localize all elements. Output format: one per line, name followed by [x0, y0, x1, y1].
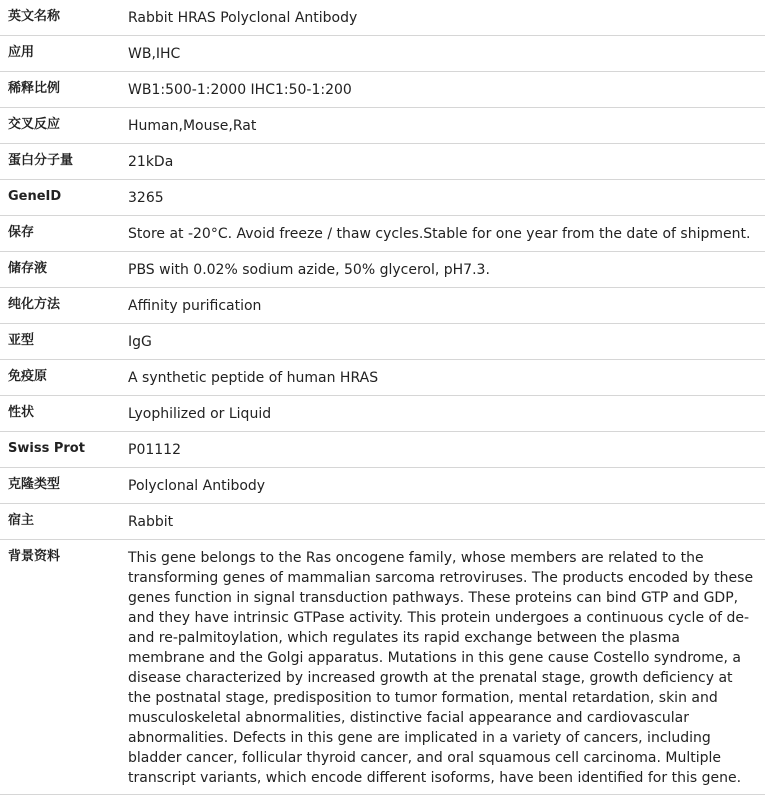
row-label: GeneID [0, 180, 120, 216]
table-row [0, 108, 765, 144]
table-row [0, 396, 765, 432]
row-value: WB1:500-1:2000 IHC1:50-1:200 [120, 72, 765, 108]
table-row [0, 360, 765, 396]
row-label: 性状 [0, 396, 120, 432]
row-value: A synthetic peptide of human HRAS [120, 360, 765, 396]
row-value: 21kDa [120, 144, 765, 180]
table-row [0, 72, 765, 108]
table-row [0, 180, 765, 216]
table-row [0, 324, 765, 360]
row-value: P01112 [120, 432, 765, 468]
row-label: 交叉反应 [0, 108, 120, 144]
row-label: 背景资料 [0, 540, 120, 795]
row-label: 亚型 [0, 324, 120, 360]
row-value: Rabbit HRAS Polyclonal Antibody [120, 0, 765, 36]
row-value: Rabbit [120, 504, 765, 540]
row-label: 储存液 [0, 252, 120, 288]
row-value: PBS with 0.02% sodium azide, 50% glycerol, pH7.3. [120, 252, 765, 288]
table-row [0, 540, 765, 795]
row-label: Swiss Prot [0, 432, 120, 468]
row-label: 保存 [0, 216, 120, 252]
row-value: Polyclonal Antibody [120, 468, 765, 504]
row-label: 纯化方法 [0, 288, 120, 324]
table-row [0, 504, 765, 540]
row-value: IgG [120, 324, 765, 360]
row-label: 稀释比例 [0, 72, 120, 108]
row-label: 免疫原 [0, 360, 120, 396]
background-description: This gene belongs to the Ras oncogene family, whose members are related to the transforming genes of mammalian sarcoma retroviruses. The products encoded by these genes function in signal transduction pathways. These proteins can bind GTP and GDP, and they have intrinsic GTPase activity. This protein undergoes a continuous cycle of de- and re-palmitoylation, which regulates its rapid exchange between the plasma membrane and the Golgi apparatus. Mutations in this gene cause Costello syndrome, a disease characterized by increased growth at the prenatal stage, growth deficiency at the postnatal stage, predisposition to tumor formation, mental retardation, skin and musculoskeletal abnormalities, distinctive facial appearance and cardiovascular abnormalities. Defects in this gene are implicated in a variety of cancers, including bladder cancer, follicular thyroid cancer, and oral squamous cell carcinoma. Multiple transcript variants, which encode different isoforms, have been identified for this gene. [120, 540, 765, 795]
row-label: 应用 [0, 36, 120, 72]
row-value: Store at -20°C. Avoid freeze / thaw cycles.Stable for one year from the date of shipment. [120, 216, 765, 252]
table-row [0, 252, 765, 288]
row-label: 宿主 [0, 504, 120, 540]
row-label: 蛋白分子量 [0, 144, 120, 180]
row-value: Lyophilized or Liquid [120, 396, 765, 432]
table-row [0, 288, 765, 324]
table-row [0, 432, 765, 468]
table-row [0, 0, 765, 36]
table-row [0, 468, 765, 504]
row-label: 克隆类型 [0, 468, 120, 504]
table-row [0, 144, 765, 180]
row-value: WB,IHC [120, 36, 765, 72]
row-value: Human,Mouse,Rat [120, 108, 765, 144]
row-label: 英文名称 [0, 0, 120, 36]
row-value: 3265 [120, 180, 765, 216]
row-value: Affinity purification [120, 288, 765, 324]
table-row [0, 216, 765, 252]
table-row [0, 36, 765, 72]
